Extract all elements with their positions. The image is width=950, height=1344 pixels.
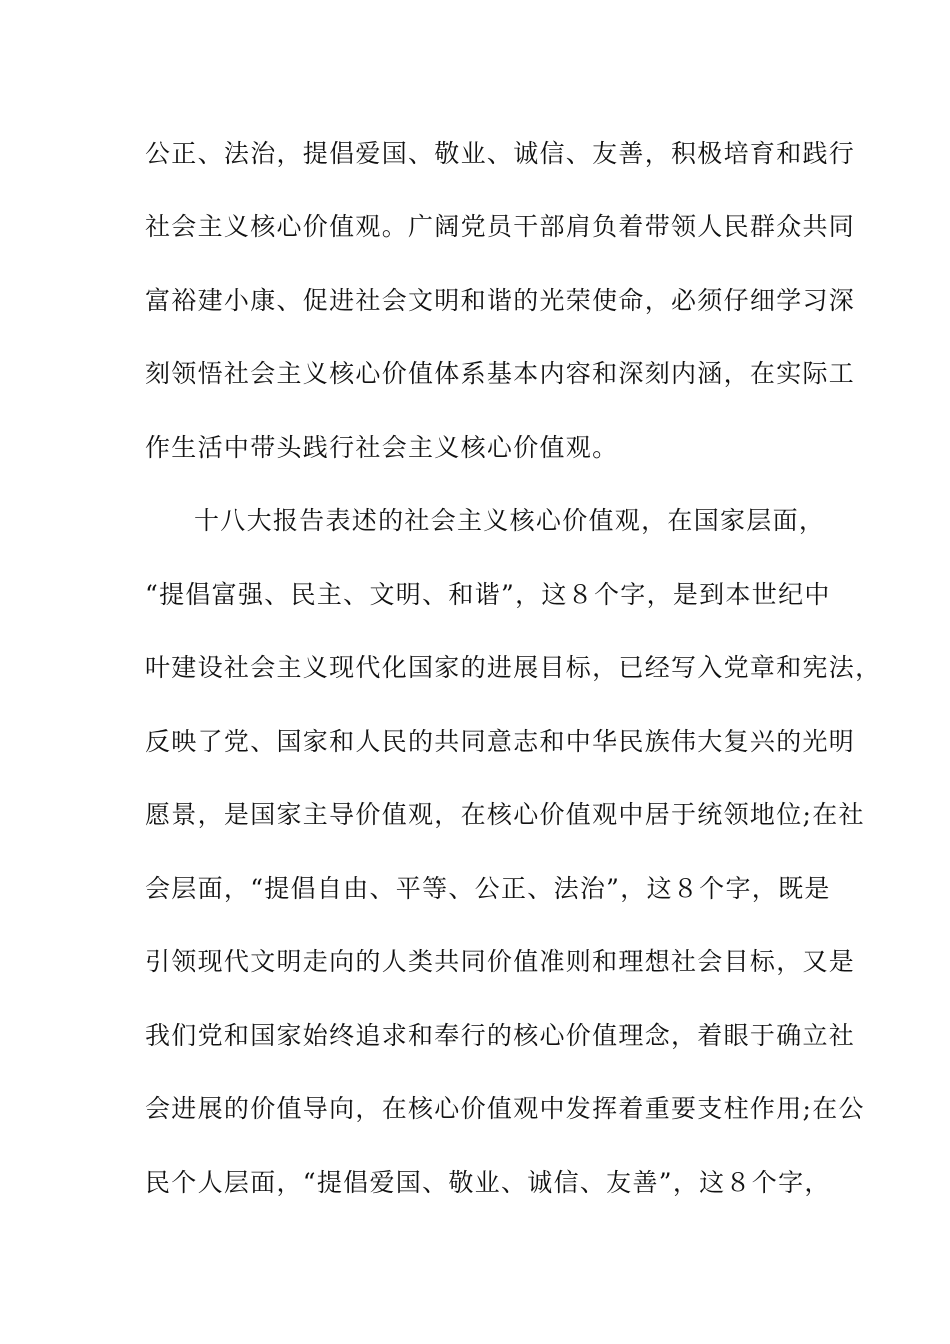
text-line: 我们党和国家始终追求和奉行的核心价值理念，着眼于确立社 — [145, 1021, 856, 1050]
text-line: 民个人层面，“提倡爱国、敬业、诚信、友善”，这８个字， — [145, 1168, 831, 1197]
text-line: 引领现代文明走向的人类共同价值准则和理想社会目标，又是 — [145, 947, 856, 976]
text-line: 十八大报告表述的社会主义核心价值观，在国家层面， — [194, 506, 826, 535]
text-line: 刻领悟社会主义核心价值体系基本内容和深刻内涵，在实际工 — [145, 359, 856, 388]
text-line: 叶建设社会主义现代化国家的进展目标，已经写入党章和宪法， — [145, 653, 882, 682]
text-line: 会层面，“提倡自由、平等、公正、法治”，这８个字，既是 — [145, 874, 831, 903]
text-line: “提倡富强、民主、文明、和谐”，这８个字，是到本世纪中 — [145, 580, 831, 609]
text-line: 会进展的价值导向，在核心价值观中发挥着重要支柱作用;在公 — [145, 1094, 865, 1123]
text-line: 公正、法治，提倡爱国、敬业、诚信、友善，积极培育和践行 — [145, 139, 856, 168]
text-line: 富裕建小康、促进社会文明和谐的光荣使命，必须仔细学习深 — [145, 286, 856, 315]
text-line: 作生活中带头践行社会主义核心价值观。 — [145, 433, 619, 462]
text-line: 社会主义核心价值观。广阔党员干部肩负着带领人民群众共同 — [145, 212, 856, 241]
text-line: 反映了党、国家和人民的共同意志和中华民族伟大复兴的光明 — [145, 727, 856, 756]
text-line: 愿景，是国家主导价值观，在核心价值观中居于统领地位;在社 — [145, 800, 865, 829]
